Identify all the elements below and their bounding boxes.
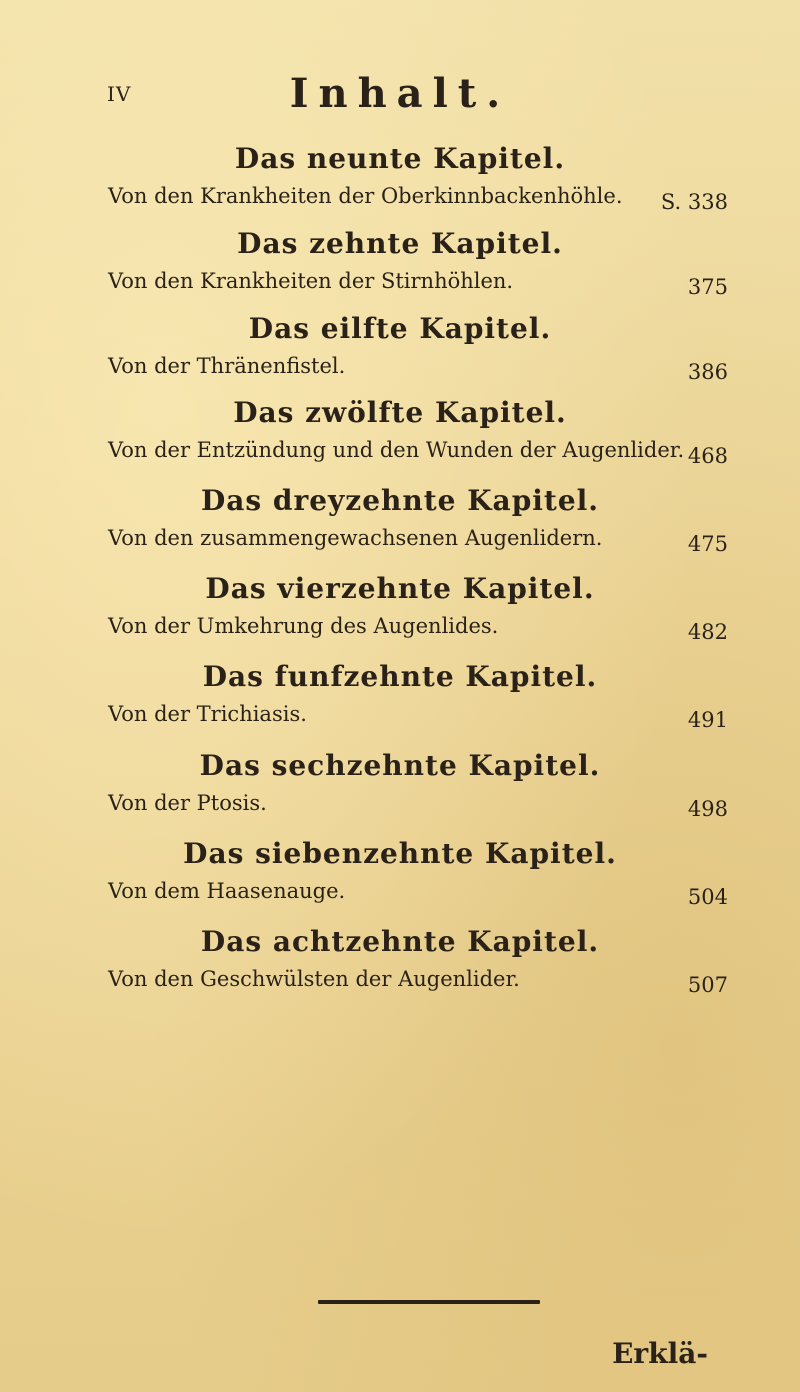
page-reference: 498 [687,797,728,821]
chapter-title: Das zehnte Kapitel. [237,227,563,260]
chapter-description: Von den Geschwülsten der Augenlider. [108,967,520,991]
chapter-title: Das funfzehnte Kapitel. [202,660,598,693]
chapter-title: Das zwölfte Kapitel. [233,396,567,429]
page-reference: 475 [687,532,728,556]
chapter-description: Von der Thränenfistel. [108,354,346,378]
page-heading: Inhalt. [289,70,511,117]
page-reference: 491 [687,708,728,732]
chapter-description: Von den zusammengewachsenen Augenlidern. [108,526,603,550]
chapter-description: Von der Trichiasis. [108,702,307,726]
catchword: Erklä- [612,1337,708,1370]
page-reference: S. 338 [660,190,728,214]
chapter-description: Von den Krankheiten der Stirnhöhlen. [108,269,514,293]
page-folio: IV [107,82,132,106]
chapter-title: Das dreyzehnte Kapitel. [200,484,600,517]
page-reference: 386 [687,360,728,384]
chapter-title: Das sechzehnte Kapitel. [199,749,601,782]
chapter-description: Von den Krankheiten der Oberkinnbackenhöhle. [108,184,623,208]
chapter-description: Von der Entzündung und den Wunden der Augenlider. [108,438,685,462]
page-reference: 504 [687,885,728,909]
page-reference: 468 [687,444,728,468]
chapter-title: Das eilfte Kapitel. [248,312,552,345]
page-reference: 482 [687,620,728,644]
chapter-description: Von der Umkehrung des Augenlides. [108,614,499,638]
chapter-description: Von dem Haasenauge. [108,879,346,903]
chapter-title: Das achtzehnte Kapitel. [200,925,600,958]
chapter-title: Das siebenzehnte Kapitel. [183,837,617,870]
chapter-description: Von der Ptosis. [108,791,267,815]
page-reference: 507 [687,973,728,997]
divider-rule [318,1300,540,1304]
chapter-title: Das neunte Kapitel. [234,142,566,175]
chapter-title: Das vierzehnte Kapitel. [205,572,595,605]
page-reference: 375 [687,275,728,299]
